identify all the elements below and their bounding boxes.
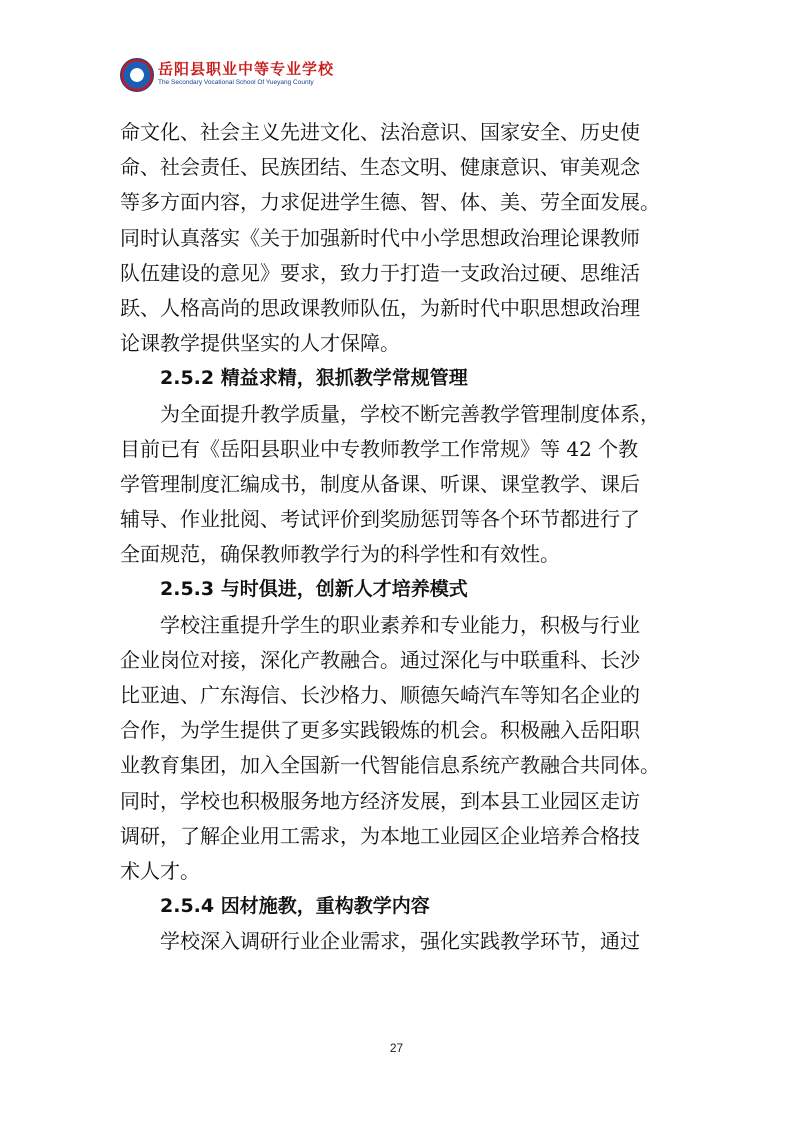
paragraph-line: 论课教学提供坚实的人才保障。	[120, 331, 400, 356]
school-logo-icon	[120, 58, 154, 92]
page-number: 27	[389, 1041, 404, 1055]
paragraph-line: 跃、人格高尚的思政课教师队伍，为新时代中职思想政治理	[120, 295, 640, 320]
paragraph-line: 为全面提升教学质量，学校不断完善教学管理制度体系，	[120, 401, 660, 426]
paragraph-line: 合作，为学生提供了更多实践锻炼的机会。积极融入岳阳职	[120, 718, 640, 743]
school-name-cn: 岳阳县职业中等专业学校	[158, 60, 335, 78]
paragraph-line: 命、社会责任、民族团结、生态文明、健康意识、审美观念	[120, 155, 640, 180]
paragraph-line: 等多方面内容，力求促进学生德、智、体、美、劳全面发展。	[120, 190, 660, 215]
section-heading: 2.5.4 因材施教，重构教学内容	[160, 895, 430, 918]
paragraph	[120, 397, 680, 573]
paragraph-line: 调研，了解企业用工需求，为本地工业园区企业培养合格技	[120, 823, 640, 848]
paragraph-line: 业教育集团，加入全国新一代智能信息系统产教融合共同体。	[120, 753, 660, 778]
paragraph-line: 企业岗位对接，深化产教融合。通过深化与中联重科、长沙	[120, 647, 640, 672]
section-heading: 2.5.2 精益求精，狠抓教学常规管理	[160, 367, 468, 390]
paragraph-line: 同时，学校也积极服务地方经济发展，到本县工业园区走访	[120, 788, 640, 813]
paragraph-line: 学校注重提升学生的职业素养和专业能力，积极与行业	[120, 612, 640, 637]
paragraph-line: 辅导、作业批阅、考试评价到奖励惩罚等各个环节都进行了	[120, 507, 640, 532]
paragraph-line: 目前已有《岳阳县职业中专教师教学工作常规》等 42 个教	[120, 436, 639, 461]
paragraph-line: 全面规范，确保教师教学行为的科学性和有效性。	[120, 542, 560, 567]
section-heading: 2.5.3 与时俱进，创新人才培养模式	[160, 578, 468, 601]
paragraph-line: 同时认真落实《关于加强新时代中小学思想政治理论课教师	[120, 225, 640, 250]
paragraph-line: 命文化、社会主义先进文化、法治意识、国家安全、历史使	[120, 120, 640, 144]
paragraph	[120, 115, 680, 361]
paragraph	[120, 924, 680, 959]
paragraph-line: 学校深入调研行业企业需求，强化实践教学环节，通过	[120, 929, 640, 954]
document-body	[120, 115, 680, 960]
paragraph	[120, 608, 680, 890]
paragraph-line: 术人才。	[120, 858, 200, 883]
paragraph-line: 比亚迪、广东海信、长沙格力、顺德矢崎汽车等知名企业的	[120, 683, 640, 708]
paragraph-line: 队伍建设的意见》要求，致力于打造一支政治过硬、思维活	[120, 260, 640, 285]
school-name-en: The Secondary Vocational School Of Yueyang County	[158, 79, 314, 86]
paragraph-line: 学管理制度汇编成书，制度从备课、听课、课堂教学、课后	[120, 471, 640, 496]
